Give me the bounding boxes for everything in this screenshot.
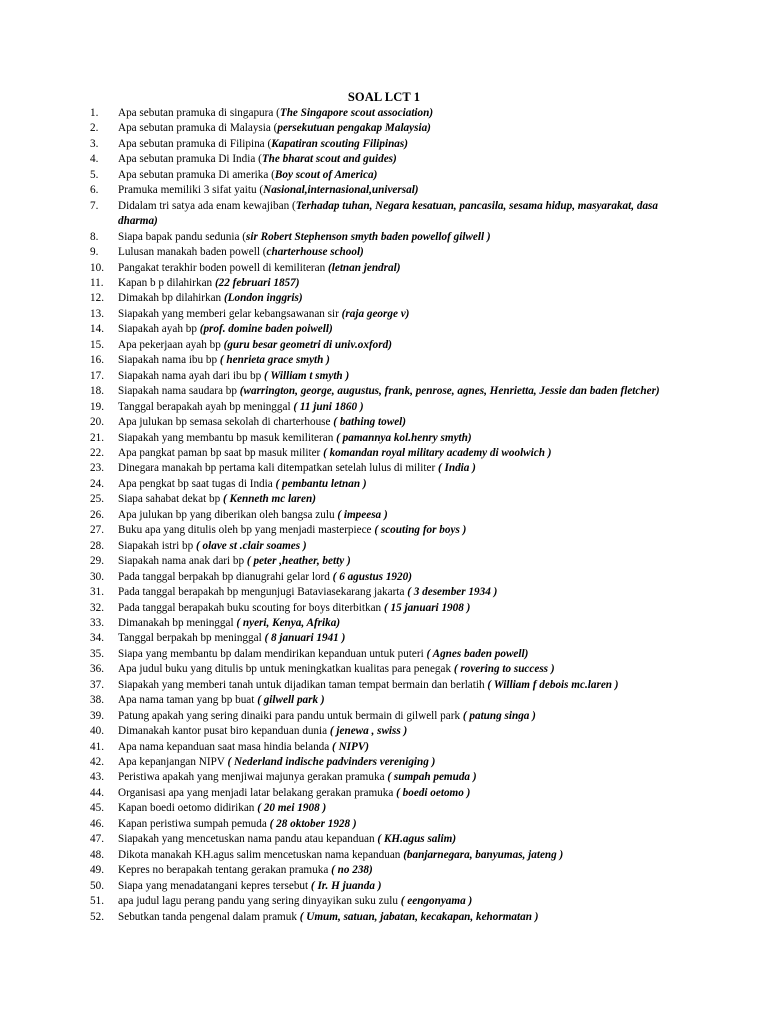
question-text: Apa julukan bp yang diberikan oleh bangsa zulu <box>118 508 338 521</box>
question-text: Siapakah yang mencetuskan nama pandu atau kepanduan <box>118 833 378 846</box>
question-text: Lulusan manakah baden powell ( <box>118 246 267 259</box>
answer-text: (London inggris) <box>223 292 303 305</box>
item-number: 19. <box>90 400 104 413</box>
question-text: Apa pangkat paman bp saat bp masuk militer <box>118 446 324 459</box>
item-number: 25. <box>90 493 104 506</box>
answer-text: ( India ) <box>437 462 476 475</box>
item-number: 18. <box>90 385 104 398</box>
answer-text: The Singapore scout association) <box>279 107 434 119</box>
question-text: Siapa yang menadatangani kepres tersebut <box>118 879 311 892</box>
item-number: 35. <box>90 647 104 660</box>
item-number: 3. <box>90 137 99 150</box>
answer-text: (warrington, george, augustus, frank, penrose, agnes, Henrietta, Jessie dan baden fletcher) <box>239 385 660 398</box>
question-text: Dimanakah kantor pusat biro kepanduan dunia <box>118 725 330 738</box>
item-number: 29. <box>90 555 104 568</box>
question-text: Patung apakah yang sering dinaiki para pandu untuk bermain di gilwell park <box>118 709 463 722</box>
list-item <box>90 631 678 646</box>
item-number: 31. <box>90 586 104 599</box>
item-number: 40. <box>90 725 104 738</box>
answer-text: ( KH.agus salim) <box>377 833 457 846</box>
list-item <box>90 106 678 121</box>
list-item <box>90 832 678 847</box>
answer-text: ( 20 mei 1908 ) <box>257 802 327 815</box>
question-text: Apa judul buku yang ditulis bp untuk meningkatkan kualitas para penegak <box>118 663 454 676</box>
list-item <box>90 817 678 832</box>
list-item <box>90 879 678 894</box>
question-text: Apa sebutan pramuka Di amerika ( <box>118 168 275 181</box>
item-number: 5. <box>90 168 99 181</box>
list-item <box>90 523 678 538</box>
item-number: 32. <box>90 601 104 614</box>
list-item <box>90 492 678 507</box>
list-item <box>90 400 678 415</box>
answer-text: ( Agnes baden powell) <box>426 647 529 660</box>
list-item <box>90 647 678 662</box>
item-number: 2. <box>90 122 99 135</box>
answer-text: ( peter ,heather, betty ) <box>246 555 351 568</box>
item-number: 48. <box>90 848 104 861</box>
answer-text: The bharat scout and guides) <box>261 153 397 166</box>
item-number: 23. <box>90 462 104 475</box>
answer-text: ( Ir. H juanda ) <box>310 879 382 892</box>
answer-text: ( 8 januari 1941 ) <box>264 632 346 645</box>
answer-text: ( patung singa ) <box>462 709 536 722</box>
item-number: 33. <box>90 616 104 629</box>
item-number: 21. <box>90 431 104 444</box>
answer-text: ( nyeri, Kenya, Afrika) <box>236 616 341 629</box>
question-text: Apa pengkat bp saat tugas di India <box>118 477 276 490</box>
question-text: Apa nama taman yang bp buat <box>118 694 258 707</box>
question-text: Apa sebutan pramuka Di India ( <box>118 153 262 166</box>
answer-text: ( Nederland indische padvinders vereniging ) <box>227 756 436 769</box>
item-number: 49. <box>90 864 104 877</box>
question-text: Siapakah ayah bp <box>118 323 200 336</box>
answer-text: (guru besar geometri di univ.oxford) <box>223 338 392 351</box>
list-item <box>90 801 678 816</box>
question-text: Kapan peristiwa sumpah pemuda <box>118 817 270 830</box>
list-item <box>90 322 678 337</box>
question-text: Kapan b p dilahirkan <box>118 276 215 289</box>
list-item <box>90 431 678 446</box>
question-text: Apa nama kepanduan saat masa hindia belanda <box>118 740 333 753</box>
item-number: 7. <box>90 199 99 212</box>
answer-text: (raja george v) <box>341 307 410 320</box>
question-text: Sebutkan tanda pengenal dalam pramuk <box>118 910 300 923</box>
item-number: 45. <box>90 802 104 815</box>
answer-text: Kapatiran scouting Filipinas) <box>271 137 408 150</box>
question-text: Tanggal berpakah bp meninggal <box>118 632 265 645</box>
item-number: 52. <box>90 910 104 923</box>
list-item <box>90 338 678 353</box>
answer-text: ( eengonyama ) <box>400 895 473 908</box>
question-text: Kapan boedi oetomo didirikan <box>118 802 258 815</box>
item-number: 30. <box>90 570 104 583</box>
question-text: Organisasi apa yang menjadi latar belakang gerakan pramuka <box>118 786 397 799</box>
item-number: 20. <box>90 416 104 429</box>
item-number: 12. <box>90 292 104 305</box>
question-text: Apa sebutan pramuka di Filipina ( <box>118 137 272 150</box>
list-item <box>90 276 678 291</box>
question-text: Dikota manakah KH.agus salim mencetuskan nama kepanduan <box>118 848 404 861</box>
question-text: Didalam tri satya ada enam kewajiban ( <box>118 199 296 212</box>
answer-text: ( 11 juni 1860 ) <box>293 400 364 413</box>
answer-text: Nasional,internasional,universal) <box>263 184 419 197</box>
question-text: Pada tanggal berapakah bp mengunjugi Bataviasekarang jakarta <box>118 586 408 599</box>
answer-text: ( Umum, satuan, jabatan, kecakapan, kehormatan ) <box>299 910 539 923</box>
answer-text: ( rovering to success ) <box>453 663 555 676</box>
list-item <box>90 353 678 368</box>
question-text: apa judul lagu perang pandu yang sering dinyayikan suku zulu <box>118 895 401 908</box>
item-number: 37. <box>90 678 104 691</box>
list-item <box>90 740 678 755</box>
question-text: Buku apa yang ditulis oleh bp yang menjadi masterpiece <box>118 524 375 537</box>
item-number: 39. <box>90 709 104 722</box>
list-item <box>90 446 678 461</box>
item-number: 9. <box>90 246 99 259</box>
list-item <box>90 863 678 878</box>
question-text: Siapakah nama ibu bp <box>118 354 220 367</box>
item-number: 4. <box>90 153 99 166</box>
item-number: 41. <box>90 740 104 753</box>
list-item <box>90 894 678 909</box>
item-number: 1. <box>90 107 99 119</box>
answer-text: ( pamannya kol.henry smyth) <box>336 431 472 444</box>
list-item <box>90 755 678 770</box>
question-text: Pada tanggal berapakah buku scouting for boys diterbitkan <box>118 601 384 614</box>
item-number: 47. <box>90 833 104 846</box>
answer-text: ( no 238) <box>331 864 373 877</box>
list-item <box>90 724 678 739</box>
question-text: Dimanakah bp meninggal <box>118 616 237 629</box>
answer-text: ( olave st .clair soames ) <box>196 539 307 552</box>
question-text: Siapa bapak pandu sedunia ( <box>118 230 246 243</box>
item-number: 26. <box>90 508 104 521</box>
question-text: Kepres no berapakah tentang gerakan pramuka <box>118 864 332 877</box>
list-item <box>90 662 678 677</box>
page-title: SOAL LCT 1 <box>347 90 421 104</box>
answer-text: charterhouse school) <box>266 246 364 259</box>
answer-text: ( NIPV) <box>332 740 370 753</box>
list-item <box>90 168 678 183</box>
item-number: 42. <box>90 756 104 769</box>
item-number: 24. <box>90 477 104 490</box>
item-number: 16. <box>90 354 104 367</box>
answer-text: persekutuan pengakap Malaysia) <box>277 122 431 135</box>
item-number: 27. <box>90 524 104 537</box>
answer-text: ( William f debois mc.laren ) <box>487 678 619 691</box>
item-number: 22. <box>90 446 104 459</box>
item-number: 14. <box>90 323 104 336</box>
question-text: Siapakah nama saudara bp <box>118 385 240 398</box>
list-item <box>90 152 678 167</box>
answer-text: ( 28 oktober 1928 ) <box>269 817 357 830</box>
answer-text: sir Robert Stephenson smyth baden powellof gilwell ) <box>246 230 491 243</box>
item-number: 36. <box>90 663 104 676</box>
question-text: Dimakah bp dilahirkan <box>118 292 224 305</box>
question-text: Siapa sahabat dekat bp <box>118 493 224 506</box>
item-number: 8. <box>90 230 99 243</box>
answer-text: Terhadap tuhan, Negara kesatuan, pancasila, sesama hidup, masyarakat, dasa dharma) <box>118 199 658 228</box>
item-number: 51. <box>90 895 104 908</box>
list-item <box>90 910 678 925</box>
list-item <box>90 601 678 616</box>
question-text: Apa kepanjangan NIPV <box>118 756 228 769</box>
answer-text: ( Kenneth mc laren) <box>223 493 316 506</box>
list-item <box>90 539 678 554</box>
question-text: Siapakah yang memberi gelar kebangsawanan sir <box>118 307 342 320</box>
answer-text: ( sumpah pemuda ) <box>387 771 477 784</box>
answer-text: ( 6 agustus 1920) <box>332 570 412 583</box>
answer-text: ( William t smyth ) <box>264 369 350 382</box>
item-number: 28. <box>90 539 104 552</box>
list-item <box>90 199 678 230</box>
list-item <box>90 786 678 801</box>
question-text: Siapakah yang memberi tanah untuk dijadikan taman tempat bermain dan berlatih <box>118 678 488 691</box>
list-item <box>90 230 678 245</box>
item-number: 11. <box>90 276 104 289</box>
question-text: Pramuka memiliki 3 sifat yaitu ( <box>118 184 264 197</box>
question-text: Apa sebutan pramuka di Malaysia ( <box>118 122 278 135</box>
list-item <box>90 554 678 569</box>
item-number: 34. <box>90 632 104 645</box>
list-item <box>90 121 678 136</box>
answer-text: (banjarnegara, banyumas, jateng ) <box>403 848 564 861</box>
question-text: Pangakat terakhir boden powell di kemiliteran <box>118 261 329 274</box>
list-item <box>90 709 678 724</box>
item-number: 6. <box>90 184 99 197</box>
question-text: Siapakah nama ayah dari ibu bp <box>118 369 265 382</box>
list-item <box>90 477 678 492</box>
question-text: Peristiwa apakah yang menjiwai majunya gerakan pramuka <box>118 771 388 784</box>
item-number: 13. <box>90 307 104 320</box>
list-item <box>90 693 678 708</box>
list-item <box>90 291 678 306</box>
question-list <box>90 106 678 925</box>
item-number: 43. <box>90 771 104 784</box>
item-number: 38. <box>90 694 104 707</box>
answer-text: ( 15 januari 1908 ) <box>383 601 471 614</box>
item-number: 17. <box>90 369 104 382</box>
question-text: Apa sebutan pramuka di singapura ( <box>118 107 280 119</box>
question-text: Siapakah yang membantu bp masuk kemiliteran <box>118 431 337 444</box>
answer-text: ( henrieta grace smyth ) <box>219 354 330 367</box>
list-item <box>90 570 678 585</box>
answer-text: (prof. domine baden poiwell) <box>199 323 333 336</box>
list-item <box>90 245 678 260</box>
list-item <box>90 369 678 384</box>
item-number: 50. <box>90 879 104 892</box>
answer-text: ( jenewa , swiss ) <box>329 725 408 738</box>
answer-text: (22 februari 1857) <box>214 276 300 289</box>
list-item <box>90 384 678 399</box>
list-item <box>90 585 678 600</box>
item-number: 44. <box>90 786 104 799</box>
answer-text: Boy scout of America) <box>274 168 378 181</box>
list-item <box>90 770 678 785</box>
answer-text: (letnan jendral) <box>328 261 401 274</box>
answer-text: ( bathing towel) <box>333 416 407 429</box>
question-text: Siapa yang membantu bp dalam mendirikan kepanduan untuk puteri <box>118 647 427 660</box>
question-text: Siapakah nama anak dari bp <box>118 555 247 568</box>
question-text: Apa pekerjaan ayah bp <box>118 338 224 351</box>
list-item <box>90 261 678 276</box>
list-item <box>90 848 678 863</box>
answer-text: ( boedi oetomo ) <box>396 786 471 799</box>
question-text: Dinegara manakah bp pertama kali ditempatkan setelah lulus di militer <box>118 462 438 475</box>
item-number: 46. <box>90 817 104 830</box>
question-text: Tanggal berapakah ayah bp meninggal <box>118 400 294 413</box>
question-text: Siapakah istri bp <box>118 539 196 552</box>
list-item <box>90 508 678 523</box>
answer-text: ( gilwell park ) <box>257 694 325 707</box>
answer-text: ( 3 desember 1934 ) <box>407 586 498 599</box>
answer-text: ( pembantu letnan ) <box>275 477 367 490</box>
list-item <box>90 616 678 631</box>
item-number: 15. <box>90 338 104 351</box>
list-item <box>90 137 678 152</box>
answer-text: ( impeesa ) <box>337 508 388 521</box>
list-item <box>90 183 678 198</box>
question-text: Pada tanggal berpakah bp dianugrahi gelar lord <box>118 570 333 583</box>
item-number: 10. <box>90 261 104 274</box>
list-item <box>90 461 678 476</box>
answer-text: ( scouting for boys ) <box>374 524 467 537</box>
answer-text: ( komandan royal military academy di woolwich ) <box>323 446 552 459</box>
question-text: Apa julukan bp semasa sekolah di charterhouse <box>118 416 334 429</box>
list-item <box>90 415 678 430</box>
list-item <box>90 678 678 693</box>
list-item <box>90 307 678 322</box>
